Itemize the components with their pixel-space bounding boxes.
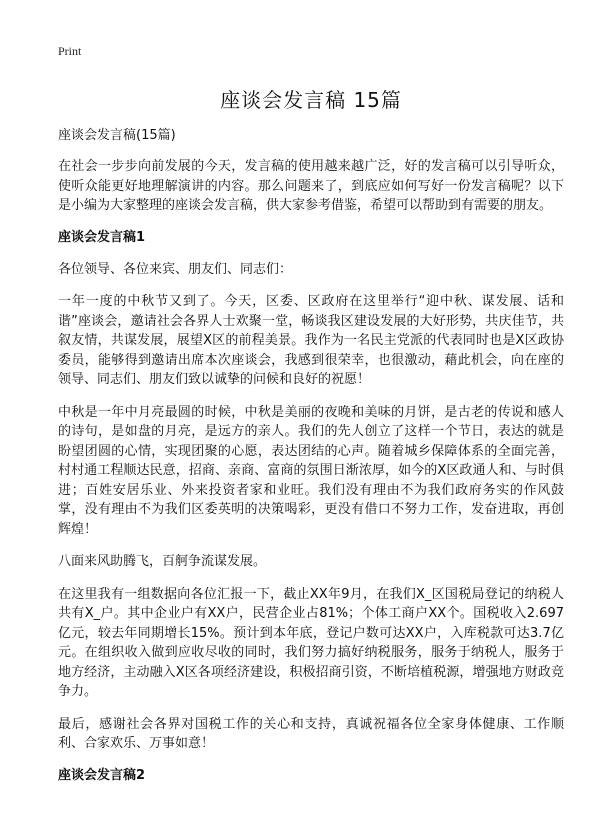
salutation-paragraph: 各位领导、各位来宾、朋友们、同志们： — [58, 261, 293, 277]
body-paragraph: 中秋是一年中月亮最圆的时候，中秋是美丽的夜晚和美味的月饼，是古老的传说和感人的诗句，是如盘的月亮，是远方的亲人。我们的先人创立了这样一个节日，表达的就是盼望团圆的心情，实现团聚的心愿，表达团结的心声。随着城乡保障体系的全面完善，村村通工程顺达民意，招商、亲商、富商的氛围日渐浓厚，如今的X区政通人和、与时俱进；百姓安居乐业、外来投资者家和业旺。我们没有理由不为我们政府务实的作风鼓掌，没有理由不为我们区委英明的决策喝彩，更没有借口不努力工作，发奋进取，再创辉煌！ — [58, 404, 564, 537]
document-subtitle: 座谈会发言稿(15篇) — [58, 128, 176, 143]
body-paragraph: 一年一度的中秋节又到了。今天，区委、区政府在这里举行“迎中秋、谋发展、话和谐”座谈会，邀请社会各界人士欢聚一堂，畅谈我区建设发展的大好形势，共庆佳节，共叙友情，共谋发展，展望X区的前程美景。我作为一名民主党派的代表同时也是X区政协委员，能够得到邀请出席本次座谈会，我感到很荣幸，也很激动，藉此机会，向在座的领导、同志们、朋友们致以诚挚的问候和良好的祝愿！ — [58, 294, 564, 387]
document-title: 座谈会发言稿 15篇 — [220, 88, 402, 112]
closing-paragraph: 最后，感谢社会各界对国税工作的关心和支持，真诚祝福各位全家身体健康、工作顺利、合家欢乐、万事如意！ — [58, 716, 564, 751]
intro-paragraph: 在社会一步步向前发展的今天，发言稿的使用越来越广泛，好的发言稿可以引导听众，使听众能更好地理解演讲的内容。那么问题来了，到底应如何写好一份发言稿呢？以下是小编为大家整理的座谈会发言稿，供大家参考借鉴，希望可以帮助到有需要的朋友。 — [58, 159, 564, 213]
section-heading: 座谈会发言稿2 — [58, 767, 146, 783]
print-link[interactable]: Print — [58, 44, 82, 58]
body-paragraph: 八面来风助腾飞，百舸争流谋发展。 — [58, 554, 267, 569]
body-paragraph: 在这里我有一组数据向各位汇报一下，截止XX年9月，在我们X_区国税局登记的纳税人共有X_户。其中企业户有XX户，民营企业占81%；个体工商户XX个。国税收入2.697亿元，较去年同期增长15%。预计到本年底，登记户数可达XX户，入库税款可达3.7亿元。在组织收入做到应收尽收的同时，我们努力搞好纳税服务，服务于纳税人，服务于地方经济，主动融入X区各项经济建设，积极招商引资，不断培植税源，增强地方财政竞争力。 — [58, 586, 564, 699]
section-heading: 座谈会发言稿1 — [58, 229, 146, 245]
